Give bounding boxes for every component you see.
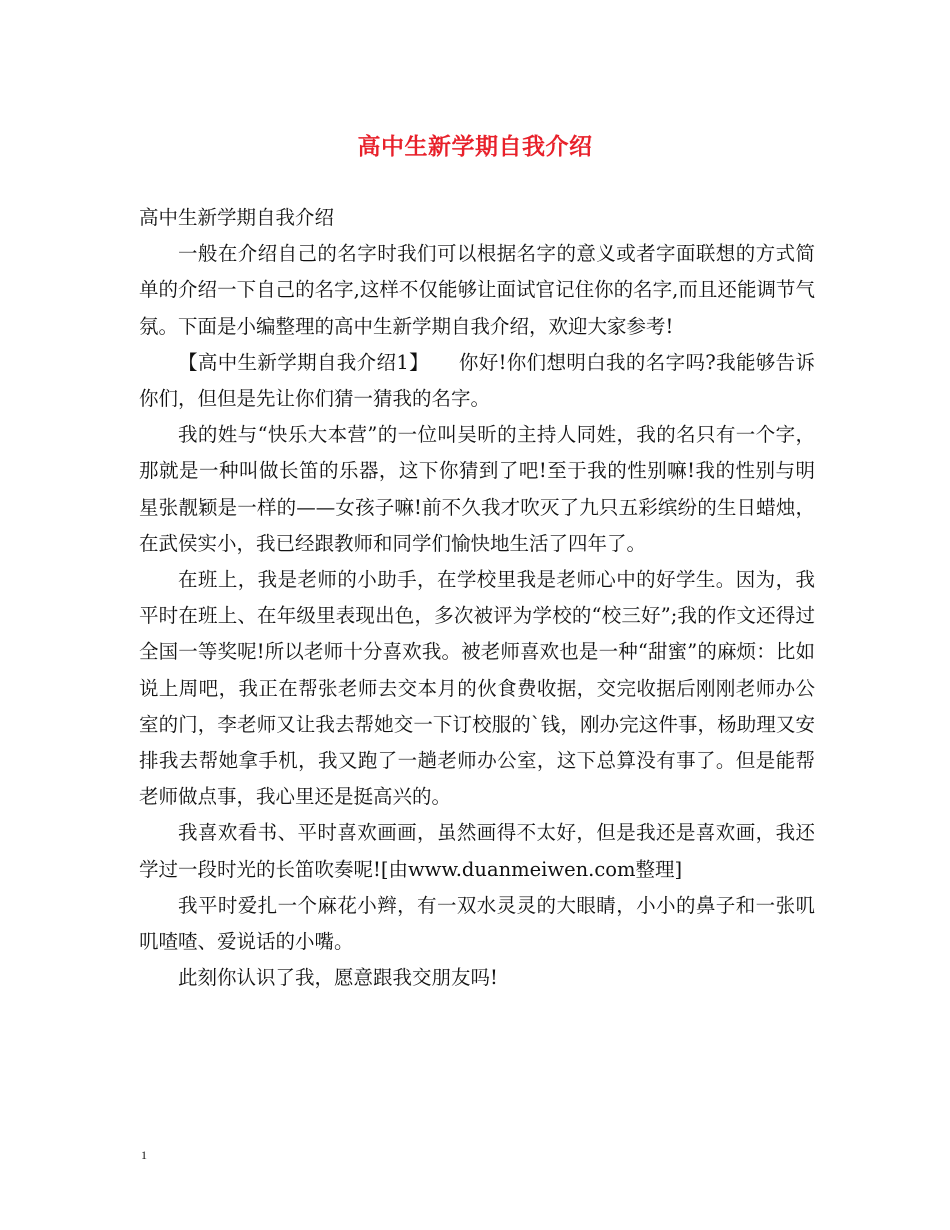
document-body (139, 200, 815, 996)
document-title: 高中生新学期自我介绍 (357, 133, 593, 160)
page-number: 1 (141, 1148, 147, 1162)
paragraph: 我喜欢看书、平时喜欢画画，虽然画得不太好，但是我还是喜欢画，我还学过一段时光的长笛吹奏呢![由www.duanmeiwen.com整理] (139, 821, 815, 881)
paragraph: 一般在介绍自己的名字时我们可以根据名字的意义或者字面联想的方式简单的介绍一下自己的名字,这样不仅能够让面试官记住你的名字,而且还能调节气氛。下面是小编整理的高中生新学期自我介绍，欢迎大家参考! (139, 242, 815, 338)
paragraph: 我平时爱扎一个麻花小辫，有一双水灵灵的大眼睛，小小的鼻子和一张叽叽喳喳、爱说话的小嘴。 (139, 893, 815, 954)
paragraph: 在班上，我是老师的小助手，在学校里我是老师心中的好学生。因为，我平时在班上、在年级里表现出色，多次被评为学校的“校三好”;我的作文还得过全国一等奖呢!所以老师十分喜欢我。被老师喜欢也是一种“甜蜜”的麻烦：比如说上周吧，我正在帮张老师去交本月的伙食费收据，交完收据后刚刚老师办公室的门，李老师又让我去帮她交一下订校服的`钱，刚办完这件事，杨助理又安排我去帮她拿手机，我又跑了一趟老师办公室，这下总算没有事了。但是能帮老师做点事，我心里还是挺高兴的。 (139, 568, 815, 809)
paragraph: 我的姓与“快乐大本营”的一位叫吴昕的主持人同姓，我的名只有一个字，那就是一种叫做长笛的乐器，这下你猜到了吧!至于我的性别嘛!我的性别与明星张靓颖是一样的——女孩子嘛!前不久我才吹灭了九只五彩缤纷的生日蜡烛，在武侯实小，我已经跟教师和同学们愉快地生活了四年了。 (139, 423, 815, 555)
paragraph: 此刻你认识了我，愿意跟我交朋友吗! (178, 966, 498, 990)
paragraph-heading: 高中生新学期自我介绍 (139, 206, 335, 229)
paragraph: 【高中生新学期自我介绍1】 你好!你们想明白我的名字吗?我能够告诉你们，但但是先让你们猜一猜我的名字。 (139, 350, 815, 411)
